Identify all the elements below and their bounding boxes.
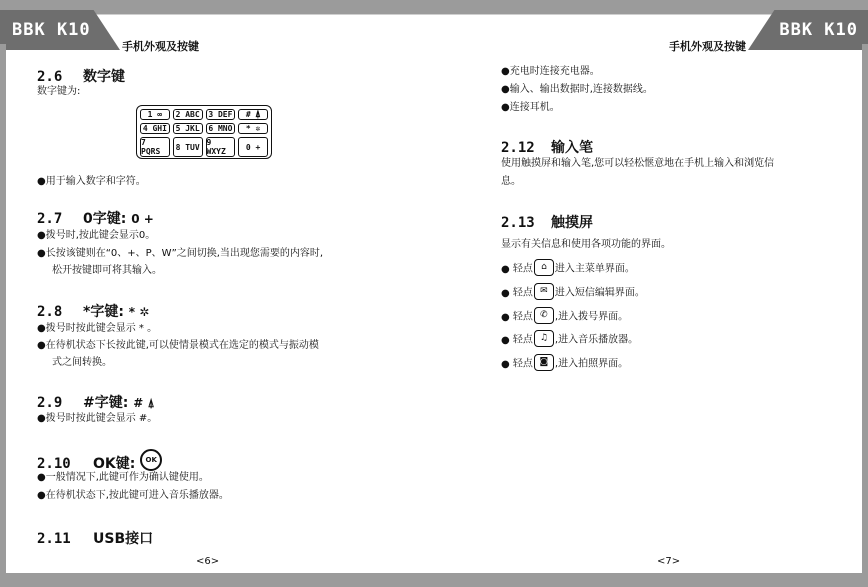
section-2-12-text-line-1: 使用触摸屏和输入笔,您可以轻松惬意地在手机上输入和浏览信 <box>501 158 775 169</box>
keypad-key: # ⍋ <box>238 109 268 120</box>
touch-item-music: ● 轻点 ♫ ,进入音乐播放器。 <box>501 331 638 348</box>
section-2-10-bullet-1: ● 一般情况下,此键可作为确认键使用。 <box>37 471 209 485</box>
keypad-key: 1 ∞ <box>140 109 170 120</box>
section-2-8-heading: 2.8 *字键: * ✲ <box>37 304 150 320</box>
envelope-icon: ✉ <box>534 283 554 300</box>
frame-right <box>862 44 868 584</box>
section-2-6-bullet: ● 用于输入数字和字符。 <box>37 175 146 189</box>
touch-item-camera: ● 轻点 ◙ ,进入拍照界面。 <box>501 355 628 372</box>
section-2-8-bullet-1: ● 拨号时按此键会显示 * 。 <box>37 322 157 336</box>
brand-left: BBK K10 <box>12 20 91 40</box>
section-2-9-heading: 2.9 #字键: # ⍋ <box>37 395 155 411</box>
page-number-left: <6> <box>196 556 220 567</box>
keypad-key: 2 ABC <box>173 109 203 120</box>
phone-icon: ✆ <box>534 307 554 324</box>
touch-item-dial: ● 轻点 ✆ ,进入拨号界面。 <box>501 308 628 325</box>
star-key-icon: * ✲ <box>128 305 150 319</box>
section-2-7-heading: 2.7 0字键: 0 + <box>37 211 154 227</box>
page-number-right: <7> <box>657 556 681 567</box>
section-2-8-bullet-2: ● 在待机状态下长按此键,可以使情景模式在选定的模式与振动模 <box>37 339 319 353</box>
section-2-6-intro: 数字键为: <box>37 86 81 97</box>
keypad-key: 6 MNO <box>206 123 236 134</box>
running-title-left: 手机外观及按键 <box>122 40 199 53</box>
usb-bullet-3: ● 连接耳机。 <box>501 101 560 115</box>
frame-bottom <box>0 573 868 587</box>
section-2-10-bullet-2: ● 在待机状态下,按此键可进入音乐播放器。 <box>37 489 229 503</box>
running-title-right: 手机外观及按键 <box>669 40 746 53</box>
usb-bullet-1: ● 充电时连接充电器。 <box>501 65 600 79</box>
keypad-key: 0 + <box>238 137 268 157</box>
section-2-11-heading: 2.11 USB接口 <box>37 531 154 547</box>
keypad-key: 9 WXYZ <box>206 137 236 157</box>
keypad-key: 5 JKL <box>173 123 203 134</box>
section-2-8-bullet-2-cont: 式之间转换。 <box>52 357 112 368</box>
zero-key-icon: 0 + <box>131 212 154 226</box>
keypad-key: 8 TUV <box>173 137 203 157</box>
section-2-6-heading: 2.6 数字键 <box>37 69 125 85</box>
keypad-illustration <box>136 105 272 159</box>
section-2-13-heading: 2.13 触摸屏 <box>501 215 593 231</box>
music-note-icon: ♫ <box>534 330 554 347</box>
section-2-9-bullet-1: ● 拨号时按此键会显示 #。 <box>37 412 157 426</box>
section-2-7-bullet-2: ● 长按该键则在“0、+、P、W”之间切换,当出现您需要的内容时, <box>37 247 323 261</box>
section-2-7-bullet-2-cont: 松开按键即可将其输入。 <box>52 265 162 276</box>
brand-right: BBK K10 <box>779 20 858 40</box>
section-2-12-heading: 2.12 输入笔 <box>501 140 593 156</box>
section-2-7-bullet-1: ● 拨号时,按此键会显示0。 <box>37 229 155 243</box>
ok-key-icon: OK <box>140 449 162 471</box>
frame-left <box>0 44 6 584</box>
section-2-12-text-line-2: 息。 <box>501 176 521 187</box>
camera-icon: ◙ <box>534 354 554 371</box>
keypad-key: 7 PQRS <box>140 137 170 157</box>
section-2-10-heading: 2.10 OK键: OK <box>37 449 162 473</box>
hash-key-icon: # ⍋ <box>133 396 155 410</box>
home-icon: ⌂ <box>534 259 554 276</box>
section-2-13-intro: 显示有关信息和使用各项功能的界面。 <box>501 239 671 250</box>
keypad-key: 4 GHI <box>140 123 170 134</box>
keypad-key: * ✲ <box>238 123 268 134</box>
keypad-key: 3 DEF <box>206 109 236 120</box>
touch-item-home: ● 轻点 ⌂ 进入主菜单界面。 <box>501 260 635 277</box>
touch-item-sms: ● 轻点 ✉ 进入短信编辑界面。 <box>501 284 645 301</box>
usb-bullet-2: ● 输入、输出数据时,连接数据线。 <box>501 83 653 97</box>
